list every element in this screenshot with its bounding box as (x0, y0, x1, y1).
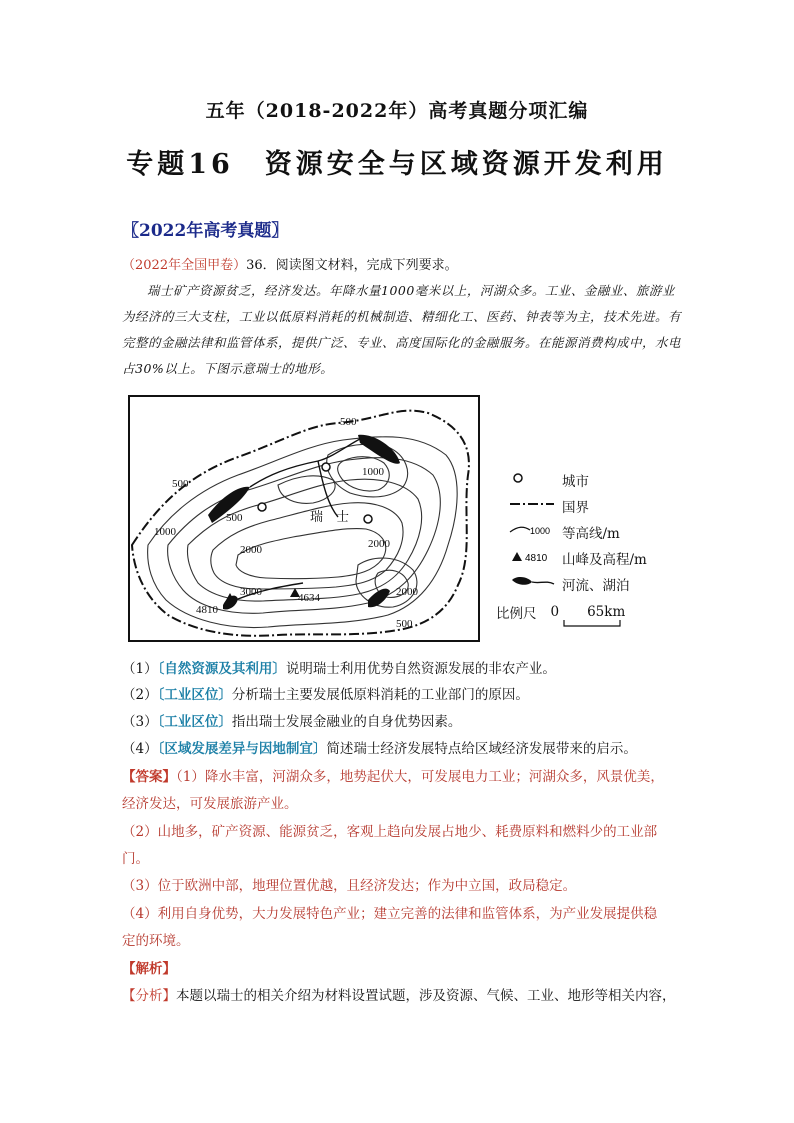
question-item-3: （3）〔工业区位〕指出瑞士发展金融业的自身优势因素。 (122, 714, 462, 730)
scale-bar (562, 620, 622, 628)
swiss-terrain-map (128, 395, 480, 642)
doc-title: 五年（2018-2022年）高考真题分项汇编 (205, 100, 589, 122)
legend-river: 河流、湖泊 (508, 574, 630, 594)
river-lake-icon (508, 572, 556, 596)
svg-text:4810: 4810 (525, 553, 548, 564)
answer-4-line-2: 定的环境。 (122, 933, 190, 949)
question-item-1: （1）〔自然资源及其利用〕说明瑞士利用优势自然资源发展的非农产业。 (122, 661, 556, 677)
city-icon (508, 468, 556, 492)
peak-label: 4810 (196, 604, 218, 616)
answer-1-line-1: 【答案】（1）降水丰富，河湖众多，地势起伏大，可发展电力工业；河湖众多，风景优美， (122, 769, 664, 785)
answer-4-line-1: （4）利用自身优势，大力发展特色产业；建立完善的法律和监管体系，为产业发展提供稳 (122, 906, 658, 922)
contour-line-icon (508, 520, 556, 544)
contour-label: 3000 (240, 586, 262, 598)
border-line-icon (508, 494, 556, 518)
question-intro (122, 254, 458, 273)
contour-label: 500 (340, 416, 357, 428)
question-source: （2022年全国甲卷） (122, 258, 247, 273)
analysis-text: 【分析】本题以瑞士的相关介绍为材料设置试题，涉及资源、气候、工业、地形等相关内容， (122, 988, 676, 1004)
contour-label: 2000 (240, 544, 262, 556)
legend-contour: 1000 等高线/m (508, 522, 620, 542)
analysis-label: 【解析】 (122, 961, 176, 977)
peak-triangle-icon (508, 546, 556, 570)
question-item-4: （4）〔区域发展差异与因地制宜〕简述瑞士经济发展特点给区域经济发展带来的启示。 (122, 741, 637, 757)
contour-label: 500 (172, 478, 189, 490)
question-instruction: 36．阅读图文材料，完成下列要求。 (246, 258, 458, 273)
answer-2-line-2: 门。 (122, 851, 149, 867)
legend-scale: 比例尺 0 65km (496, 604, 626, 622)
legend-city: 城市 (508, 470, 589, 490)
contour-label: 1000 (362, 466, 384, 478)
answer-1-line-2: 经济发达，可发展旅游产业。 (122, 796, 298, 812)
peak-label: 4634 (298, 592, 320, 604)
svg-text:1000: 1000 (530, 526, 551, 536)
contour-label: 2000 (368, 538, 390, 550)
answer-3: （3）位于欧洲中部，地理位置优越，且经济发达；作为中立国，政局稳定。 (122, 878, 577, 894)
question-material: 瑞士矿产资源贫乏，经济发达。年降水量1000毫米以上，河湖众多。工业、金融业、旅游业为经济的三大支柱，工业以低原料消耗的机械制造、精细化工、医药、钟表等为主，技术先进。有完整的金融法律和监管体系，提供广泛、专业、高度国际化的金融服务。在能源消费构成中，水电占30%以上。下图示意瑞士的地形。 (122, 283, 682, 376)
section-heading: 〖2022年高考真题〗 (122, 221, 289, 241)
question-item-2: （2）〔工业区位〕分析瑞士主要发展低原料消耗的工业部门的原因。 (122, 687, 529, 703)
contour-label: 500 (226, 512, 243, 524)
map-svg (128, 395, 480, 642)
country-label: 瑞 士 (310, 509, 350, 524)
legend-peak: 4810 山峰及高程/m (508, 548, 647, 568)
contour-label: 1000 (154, 526, 176, 538)
answer-2-line-1: （2）山地多，矿产资源、能源贫乏，客观上趋向发展占地少、耗费原料和燃料少的工业部 (122, 824, 658, 840)
legend-border: 国界 (508, 496, 589, 516)
doc-subtitle: 专题16 资源安全与区域资源开发利用 (126, 149, 668, 180)
contour-label: 2000 (396, 586, 418, 598)
contour-label: 500 (396, 618, 413, 630)
